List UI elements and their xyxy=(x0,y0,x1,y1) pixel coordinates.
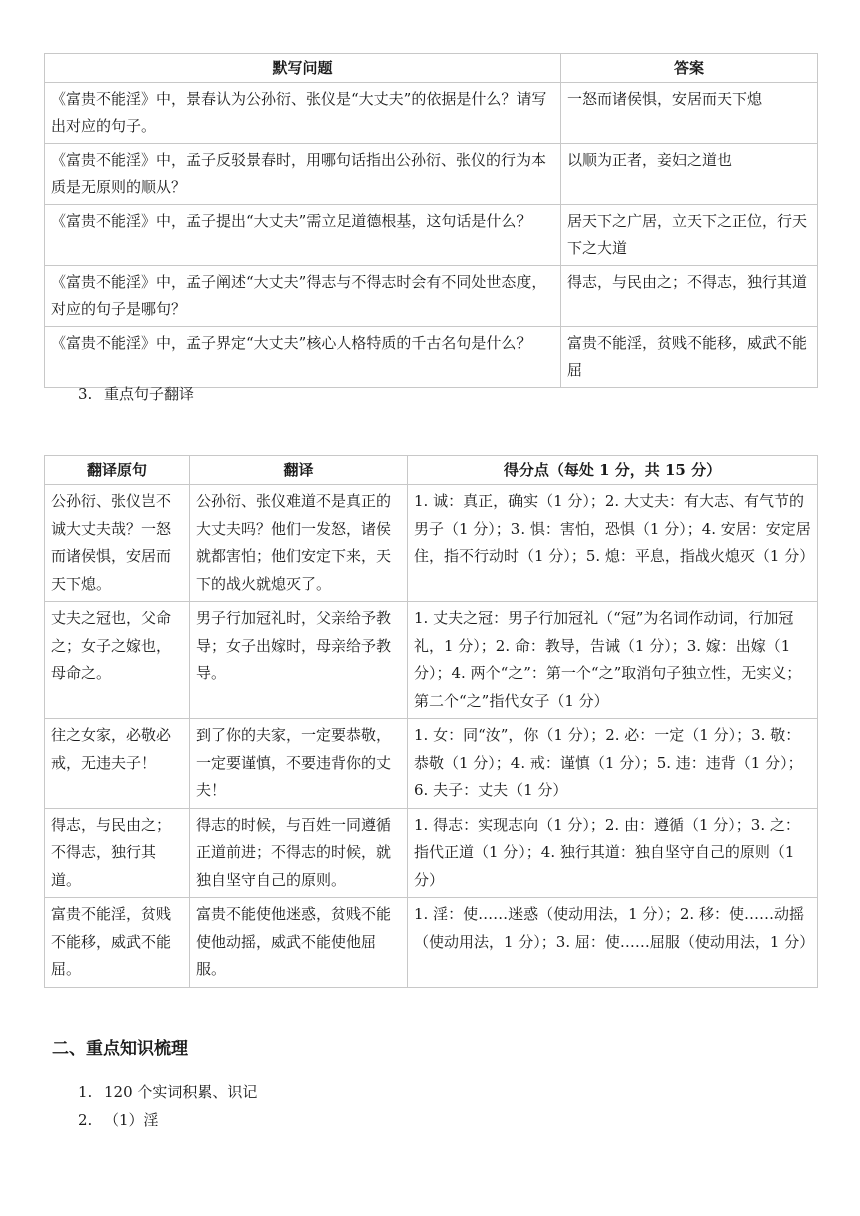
answer-cell: 富贵不能淫，贫贱不能移，威武不能屈 xyxy=(561,327,818,388)
translation-cell: 男子行加冠礼时，父亲给予教导；女子出嫁时，母亲给予教导。 xyxy=(190,602,408,719)
table-header-row xyxy=(45,54,818,83)
answer-cell: 居天下之广居，立天下之正位，行天下之大道 xyxy=(561,205,818,266)
column-header-translation: 翻译 xyxy=(190,456,408,485)
table-row xyxy=(45,83,818,144)
question-cell: 《富贵不能淫》中，孟子阐述“大丈夫”得志与不得志时会有不同处世态度，对应的句子是哪句？ xyxy=(45,266,561,327)
translation-cell: 富贵不能使他迷惑，贫贱不能使他动摇，威武不能使他屈服。 xyxy=(190,898,408,988)
section-number: 3. xyxy=(78,385,93,403)
dictation-table xyxy=(44,53,818,388)
table-row xyxy=(45,808,818,898)
original-sentence-cell: 丈夫之冠也，父命之；女子之嫁也，母命之。 xyxy=(45,602,190,719)
question-cell: 《富贵不能淫》中，景春认为公孙衍、张仪是“大丈夫”的依据是什么？请写出对应的句子。 xyxy=(45,83,561,144)
original-sentence-cell: 得志，与民由之；不得志，独行其道。 xyxy=(45,808,190,898)
original-sentence-cell: 往之女家，必敬必戒，无违夫子！ xyxy=(45,719,190,809)
table-row xyxy=(45,485,818,602)
scoring-points-cell: 1. 淫：使……迷惑（使动用法，1 分）；2. 移：使……动摇（使动用法，1 分）；3. 屈：使……屈服（使动用法，1 分） xyxy=(408,898,818,988)
list-item xyxy=(78,1082,257,1102)
table-header-row xyxy=(45,456,818,485)
section-2-heading: 二、重点知识梳理 xyxy=(52,1039,188,1059)
translation-cell: 到了你的夫家，一定要恭敬，一定要谨慎，不要违背你的丈夫！ xyxy=(190,719,408,809)
table-row xyxy=(45,327,818,388)
table-row xyxy=(45,719,818,809)
list-number: 1. xyxy=(78,1083,93,1101)
list-item xyxy=(78,1110,159,1130)
original-sentence-cell: 公孙衍、张仪岂不诚大丈夫哉？一怒而诸侯惧，安居而天下熄。 xyxy=(45,485,190,602)
question-cell: 《富贵不能淫》中，孟子界定“大丈夫”核心人格特质的千古名句是什么？ xyxy=(45,327,561,388)
table-row xyxy=(45,205,818,266)
original-sentence-cell: 富贵不能淫，贫贱不能移，威武不能屈。 xyxy=(45,898,190,988)
answer-cell: 得志，与民由之；不得志，独行其道 xyxy=(561,266,818,327)
scoring-points-cell: 1. 得志：实现志向（1 分）；2. 由：遵循（1 分）；3. 之：指代正道（1 分）；4. 独行其道：独自坚守自己的原则（1 分） xyxy=(408,808,818,898)
table-row xyxy=(45,602,818,719)
column-header-scoring: 得分点（每处 1 分，共 15 分） xyxy=(408,456,818,485)
list-number: 2. xyxy=(78,1111,93,1129)
section-3-heading xyxy=(78,384,194,404)
column-header-answer: 答案 xyxy=(561,54,818,83)
question-cell: 《富贵不能淫》中，孟子提出“大丈夫”需立足道德根基，这句话是什么？ xyxy=(45,205,561,266)
translation-cell: 得志的时候，与百姓一同遵循正道前进；不得志的时候，就独自坚守自己的原则。 xyxy=(190,808,408,898)
scoring-points-cell: 1. 诚：真正，确实（1 分）；2. 大丈夫：有大志、有气节的男子（1 分）；3. 惧：害怕，恐惧（1 分）；4. 安居：安定居住，指不行动时（1 分）；5. 熄：平息，指战火熄灭（1 分） xyxy=(408,485,818,602)
answer-cell: 一怒而诸侯惧，安居而天下熄 xyxy=(561,83,818,144)
translation-table xyxy=(44,455,818,988)
list-item-text: 120 个实词积累、识记 xyxy=(104,1083,258,1101)
table-row xyxy=(45,898,818,988)
column-header-original: 翻译原句 xyxy=(45,456,190,485)
scoring-points-cell: 1. 女：同“汝”，你（1 分）；2. 必：一定（1 分）；3. 敬：恭敬（1 分）；4. 戒：谨慎（1 分）；5. 违：违背（1 分）；6. 夫子：丈夫（1 分） xyxy=(408,719,818,809)
column-header-question: 默写问题 xyxy=(45,54,561,83)
translation-cell: 公孙衍、张仪难道不是真正的大丈夫吗？他们一发怒，诸侯就都害怕；他们安定下来，天下的战火就熄灭了。 xyxy=(190,485,408,602)
scoring-points-cell: 1. 丈夫之冠：男子行加冠礼（“冠”为名词作动词，行加冠礼，1 分）；2. 命：教导，告诫（1 分）；3. 嫁：出嫁（1 分）；4. 两个“之”：第一个“之”取消句子独立性，无实义；第二个“之”指代女子（1 分） xyxy=(408,602,818,719)
answer-cell: 以顺为正者，妾妇之道也 xyxy=(561,144,818,205)
question-cell: 《富贵不能淫》中，孟子反驳景春时，用哪句话指出公孙衍、张仪的行为本质是无原则的顺从？ xyxy=(45,144,561,205)
table-row xyxy=(45,144,818,205)
list-item-text: （1）淫 xyxy=(104,1111,159,1129)
table-row xyxy=(45,266,818,327)
section-title: 重点句子翻译 xyxy=(104,385,195,403)
